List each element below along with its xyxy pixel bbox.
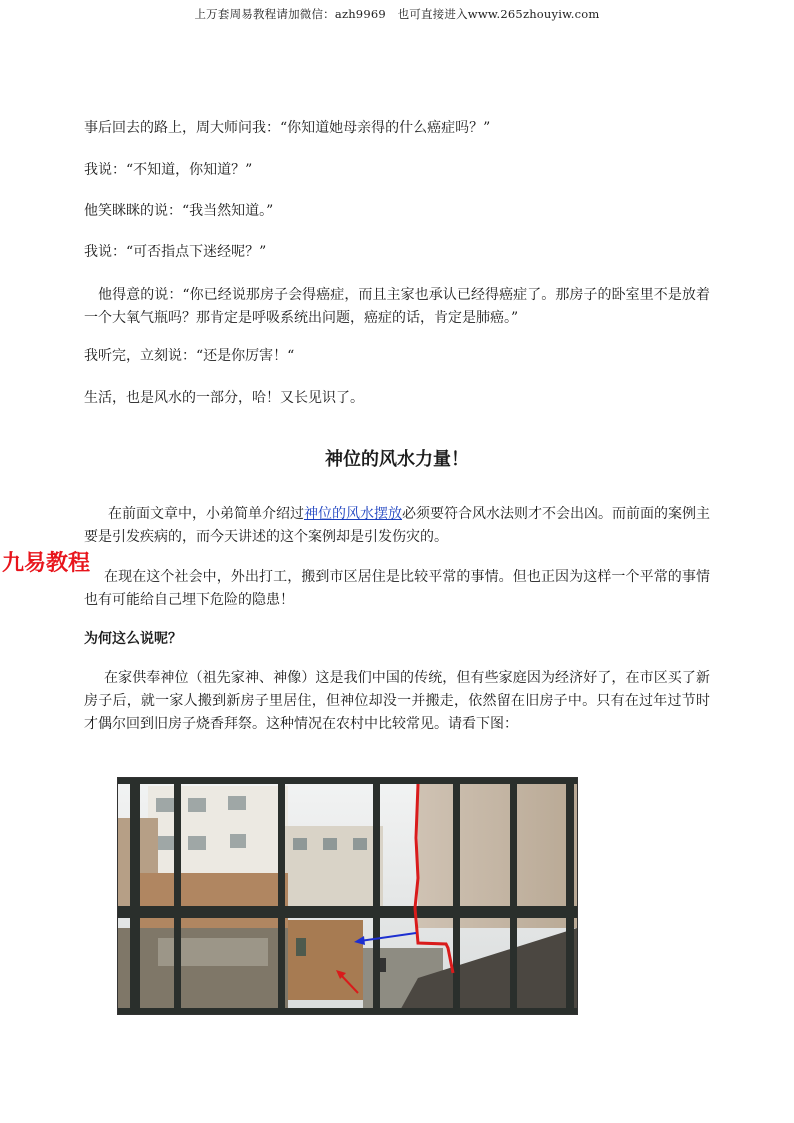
story-paragraph-1: 事后回去的路上，周大师问我：“你知道她母亲得的什么癌症吗？” xyxy=(84,120,491,136)
header-banner: 上万套周易教程请加微信：azh9969 也可直接进入www.265zhouyiw.com xyxy=(194,7,600,21)
story-paragraph-3: 他笑眯眯的说：“我当然知道。” xyxy=(84,203,274,219)
story-paragraph-7: 生活，也是风水的一部分，哈！又长见识了。 xyxy=(84,390,364,406)
story-paragraph-2: 我说：“不知道，你知道？” xyxy=(84,162,253,178)
article-subheading: 为何这么说呢？ xyxy=(84,631,182,647)
story-paragraph-4: 我说：“可否指点下迷经呢？” xyxy=(84,244,267,260)
article-paragraph-2: 在现在这个社会中，外出打工，搬到市区居住是比较平常的事情。但也正因为这样一个平常的事情也有可能给自己埋下危险的隐患！ xyxy=(84,569,710,608)
window-view-illustration xyxy=(118,778,577,1014)
intro-text-after: 必须要符合风水法则才不会出凶。而前面的案例主要是引发疾病的，而今天讲述的这个案例却是引发伤灾的。 xyxy=(84,506,710,545)
story-paragraph-6: 我听完，立刻说：“还是你厉害！“ xyxy=(84,348,295,364)
story-paragraph-5: 他得意的说：“你已经说那房子会得癌症，而且主家也承认已经得癌症了。那房子的卧室里不是放着一个大氧气瓶吗？那肯定是呼吸系统出问题，癌症的话，肯定是肺癌。” xyxy=(84,287,710,326)
feng-shui-placement-link[interactable]: 神位的风水摆放 xyxy=(304,506,402,522)
article-intro xyxy=(84,503,710,549)
article-paragraph-3: 在家供奉神位（祖先家神、神像）这是我们中国的传统，但有些家庭因为经济好了，在市区买了新房子后，就一家人搬到新房子里居住，但神位却没一并搬走，依然留在旧房子中。只有在过年过节时才偶尔回到旧房子烧香拜祭。这种情况在农村中比较常见。请看下图： xyxy=(84,670,710,732)
intro-text-before: 在前面文章中，小弟简单介绍过 xyxy=(108,506,304,522)
window-view-photo xyxy=(117,777,578,1015)
watermark-logo: 九易教程 xyxy=(2,546,90,577)
article-title: 神位的风水力量！ xyxy=(325,449,469,470)
